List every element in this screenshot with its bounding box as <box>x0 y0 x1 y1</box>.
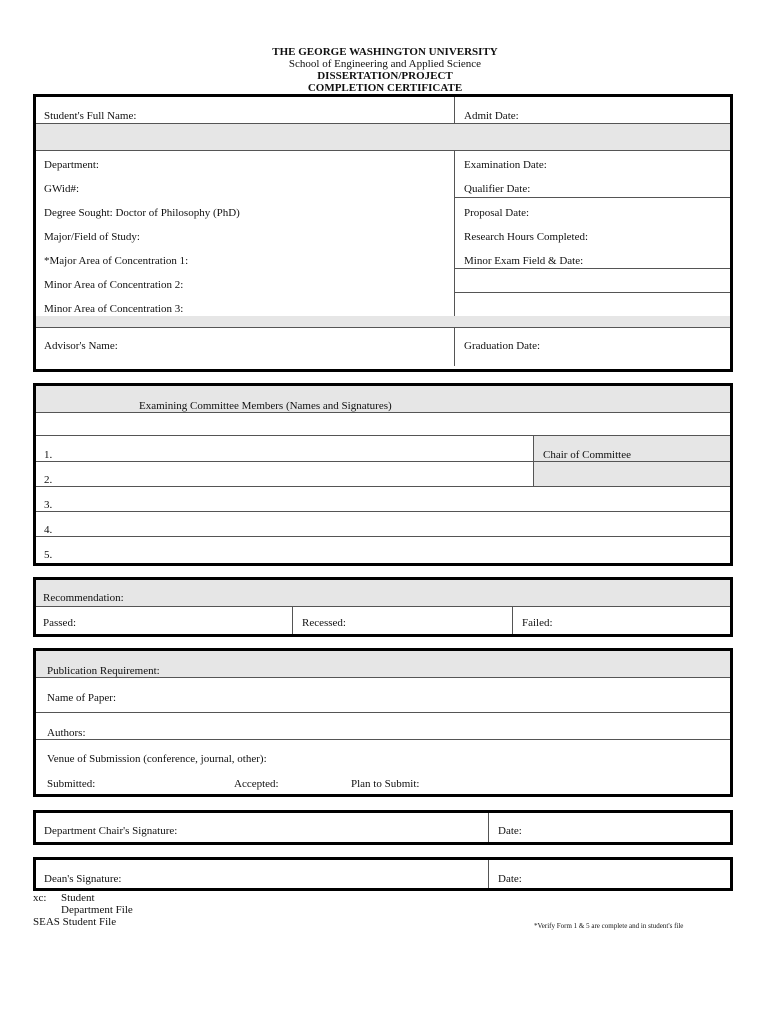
student-info-section <box>33 94 733 372</box>
school-name: School of Engineering and Applied Science <box>288 58 482 70</box>
minor-exam-label: Minor Exam Field & Date: <box>464 255 584 267</box>
committee-member-4[interactable]: 4. <box>44 524 53 536</box>
verification-note: *Verify Form 1 & 5 are complete and in student's file <box>534 922 684 930</box>
gwid-label: GWid#: <box>44 183 79 195</box>
failed-field[interactable]: Failed: <box>522 617 553 629</box>
xc-student: Student <box>61 892 95 904</box>
paper-name-field[interactable]: Name of Paper: <box>47 692 117 704</box>
committee-member-3[interactable]: 3. <box>44 499 53 511</box>
venue-field[interactable]: Venue of Submission (conference, journal, other): <box>47 753 267 765</box>
dean-signature-field[interactable]: Dean's Signature: <box>44 873 122 885</box>
seas-student-file: SEAS Student File <box>33 916 117 928</box>
submitted-field[interactable]: Submitted: <box>47 778 96 790</box>
publication-section <box>33 648 733 797</box>
publication-title: Publication Requirement: <box>47 665 160 677</box>
xc-department-file: Department File <box>61 904 133 916</box>
research-hours-label: Research Hours Completed: <box>464 231 589 243</box>
recommendation-title: Recommendation: <box>43 592 124 604</box>
minor-concentration-3-label: Minor Area of Concentration 3: <box>44 303 184 315</box>
committee-title: Examining Committee Members (Names and Signatures) <box>139 400 392 412</box>
department-label: Department: <box>44 159 99 171</box>
passed-field[interactable]: Passed: <box>43 617 76 629</box>
admit-date-label: Admit Date: <box>464 110 519 122</box>
xc-label: xc: <box>33 892 47 904</box>
student-name-fill-area[interactable] <box>36 124 730 150</box>
committee-member-1[interactable]: 1. <box>44 449 53 461</box>
major-field-label: Major/Field of Study: <box>44 231 140 243</box>
authors-field[interactable]: Authors: <box>47 727 86 739</box>
qualifier-date-label: Qualifier Date: <box>464 183 531 195</box>
form-title-line-1: DISSERTATION/PROJECT <box>317 70 453 82</box>
examination-date-label: Examination Date: <box>464 159 547 171</box>
plan-to-submit-field[interactable]: Plan to Submit: <box>351 778 420 790</box>
committee-section <box>33 383 733 566</box>
dept-chair-signature-section <box>33 810 733 845</box>
dean-date-field[interactable]: Date: <box>498 873 522 885</box>
graduation-date-label: Graduation Date: <box>464 340 541 352</box>
dept-chair-signature-field[interactable]: Department Chair's Signature: <box>44 825 178 837</box>
minor-concentration-2-label: Minor Area of Concentration 2: <box>44 279 184 291</box>
student-full-name-label: Student's Full Name: <box>44 110 137 122</box>
proposal-date-label: Proposal Date: <box>464 207 530 219</box>
major-concentration-label: *Major Area of Concentration 1: <box>44 255 189 267</box>
dean-signature-section <box>33 857 733 891</box>
advisor-name-label: Advisor's Name: <box>44 340 118 352</box>
recommendation-section <box>33 577 733 637</box>
degree-sought-label: Degree Sought: Doctor of Philosophy (PhD) <box>44 207 240 219</box>
committee-member-2[interactable]: 2. <box>44 474 53 486</box>
dept-chair-date-field[interactable]: Date: <box>498 825 522 837</box>
chair-of-committee-label: Chair of Committee <box>543 449 631 461</box>
committee-member-5[interactable]: 5. <box>44 549 53 561</box>
recessed-field[interactable]: Recessed: <box>302 617 346 629</box>
accepted-field[interactable]: Accepted: <box>234 778 279 790</box>
university-name: THE GEORGE WASHINGTON UNIVERSITY <box>272 46 498 58</box>
form-title-line-2: COMPLETION CERTIFICATE <box>307 82 463 94</box>
